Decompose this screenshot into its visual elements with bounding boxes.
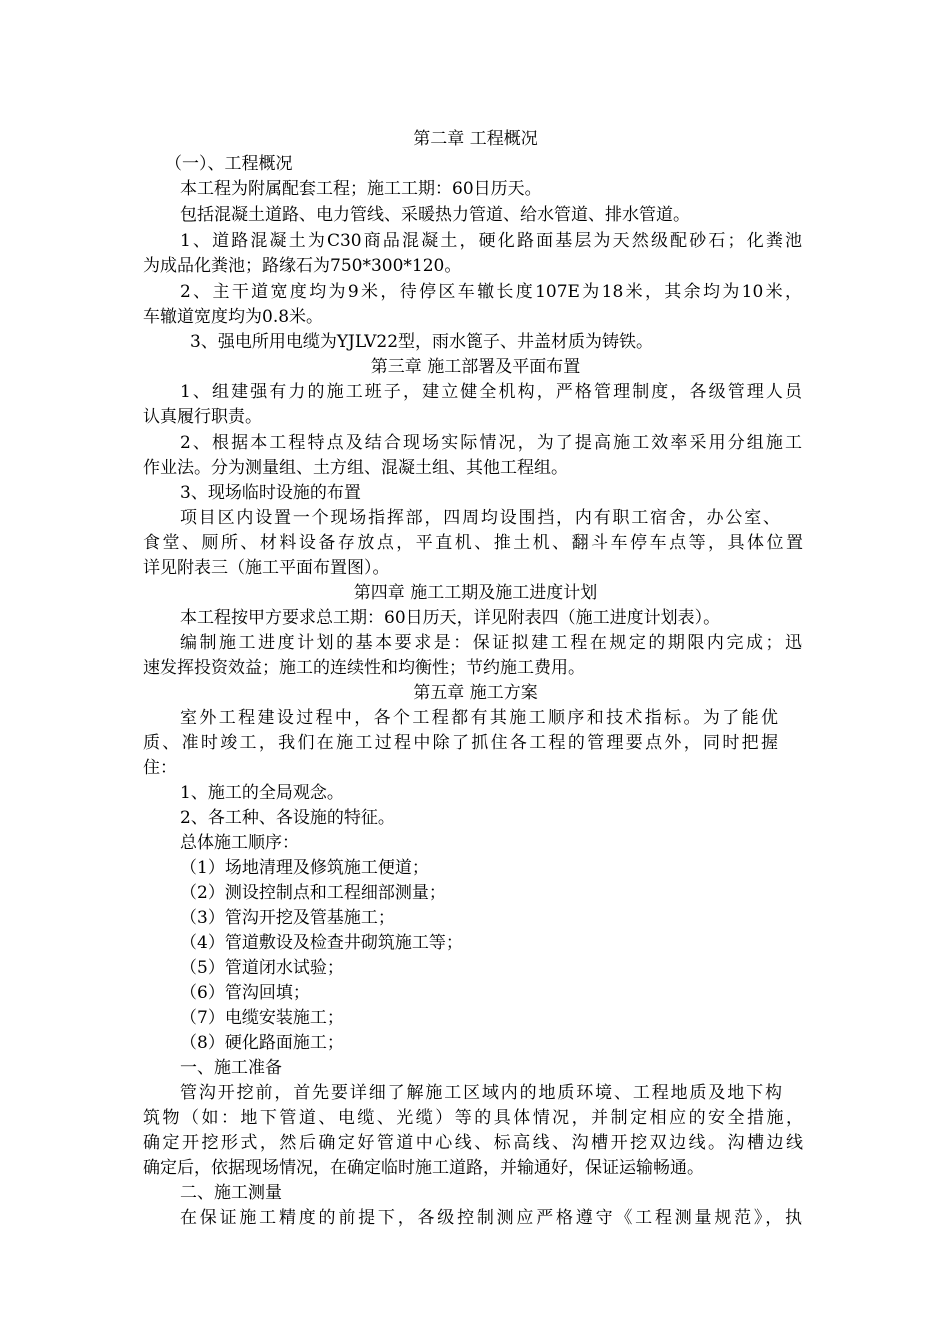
list-item: （8）硬化路面施工； xyxy=(180,1033,344,1053)
chapter-heading: 第二章 工程概况 xyxy=(413,129,538,149)
chapter-heading: 第三章 施工部署及平面布置 xyxy=(370,357,581,377)
paragraph-line: 筑物（如：地下管道、电缆、光缆）等的具体情况，并制定相应的安全措施， xyxy=(143,1108,803,1128)
list-item: （4）管道敷设及检查井砌筑施工等； xyxy=(180,933,463,953)
section-heading: （一）、工程概况 xyxy=(165,154,293,174)
paragraph-line: 1、组建强有力的施工班子，建立健全机构，严格管理制度，各级管理人员 xyxy=(180,382,802,402)
chapter-heading: 第四章 施工工期及施工进度计划 xyxy=(353,583,598,603)
list-item: 2、各工种、各设施的特征。 xyxy=(180,808,395,828)
section-heading: 一、施工准备 xyxy=(180,1058,282,1078)
chapter-heading: 第五章 施工方案 xyxy=(413,683,538,703)
list-item: （5）管道闭水试验； xyxy=(180,958,344,978)
paragraph-line: 确定后，依据现场情况，在确定临时施工道路，并输通好，保证运输畅通。 xyxy=(143,1158,704,1178)
list-item: （6）管沟回填； xyxy=(180,983,310,1003)
list-item: （1）场地清理及修筑施工便道； xyxy=(180,858,429,878)
paragraph-line: 1、道路混凝土为C30商品混凝土，硬化路面基层为天然级配砂石；化粪池 xyxy=(180,231,802,251)
paragraph-line: 总体施工顺序： xyxy=(180,833,299,853)
paragraph-line: 认真履行职责。 xyxy=(143,407,262,427)
paragraph-line: 食堂、厕所、材料设备存放点，平直机、推土机、翻斗车停车点等，具体位置 xyxy=(143,533,803,553)
paragraph-line: 编制施工进度计划的基本要求是：保证拟建工程在规定的期限内完成；迅 xyxy=(180,633,802,653)
list-item: 1、施工的全局观念。 xyxy=(180,783,344,803)
paragraph-line: 2、主干道宽度均为9米，待停区车辙长度107E为18米，其余均为10米， xyxy=(180,282,802,302)
paragraph-line: 包括混凝土道路、电力管线、采暖热力管道、给水管道、排水管道。 xyxy=(180,205,690,225)
paragraph-line: 室外工程建设过程中，各个工程都有其施工顺序和技术指标。为了能优 xyxy=(180,708,778,728)
paragraph-line: 为成品化粪池；路缘石为750*300*120。 xyxy=(143,256,462,276)
paragraph-line: 速发挥投资效益；施工的连续性和均衡性；节约施工费用。 xyxy=(143,658,585,678)
paragraph-line: 管沟开挖前，首先要详细了解施工区域内的地质环境、工程地质及地下构 xyxy=(180,1083,782,1103)
list-item: （7）电缆安装施工； xyxy=(180,1008,344,1028)
paragraph-line: 本工程按甲方要求总工期：60日历天，详见附表四（施工进度计划表）。 xyxy=(180,608,721,628)
paragraph-line: 2、根据本工程特点及结合现场实际情况，为了提高施工效率采用分组施工 xyxy=(180,433,802,453)
list-item: （3）管沟开挖及管基施工； xyxy=(180,908,395,928)
paragraph-line: 详见附表三（施工平面布置图）。 xyxy=(143,558,390,578)
paragraph-line: 项目区内设置一个现场指挥部，四周均设围挡，内有职工宿舍，办公室、 xyxy=(180,508,780,528)
list-item: （2）测设控制点和工程细部测量； xyxy=(180,883,446,903)
paragraph-line: 3、现场临时设施的布置 xyxy=(180,483,361,503)
paragraph-line: 在保证施工精度的前提下，各级控制测应严格遵守《工程测量规范》，执 xyxy=(180,1208,802,1228)
paragraph-line: 3、强电所用电缆为YJLV22型，雨水篦子、井盖材质为铸铁。 xyxy=(190,332,654,352)
paragraph-line: 作业法。分为测量组、土方组、混凝土组、其他工程组。 xyxy=(143,458,568,478)
paragraph-line: 本工程为附属配套工程；施工工期：60日历天。 xyxy=(180,179,542,199)
paragraph-line: 确定开挖形式，然后确定好管道中心线、标高线、沟槽开挖双边线。沟槽边线 xyxy=(143,1133,803,1153)
paragraph-line: 住： xyxy=(143,758,177,778)
section-heading: 二、施工测量 xyxy=(180,1183,282,1203)
paragraph-line: 质、准时竣工，我们在施工过程中除了抓住各工程的管理要点外，同时把握 xyxy=(143,733,778,753)
paragraph-line: 车辙道宽度均为0.8米。 xyxy=(143,307,324,327)
